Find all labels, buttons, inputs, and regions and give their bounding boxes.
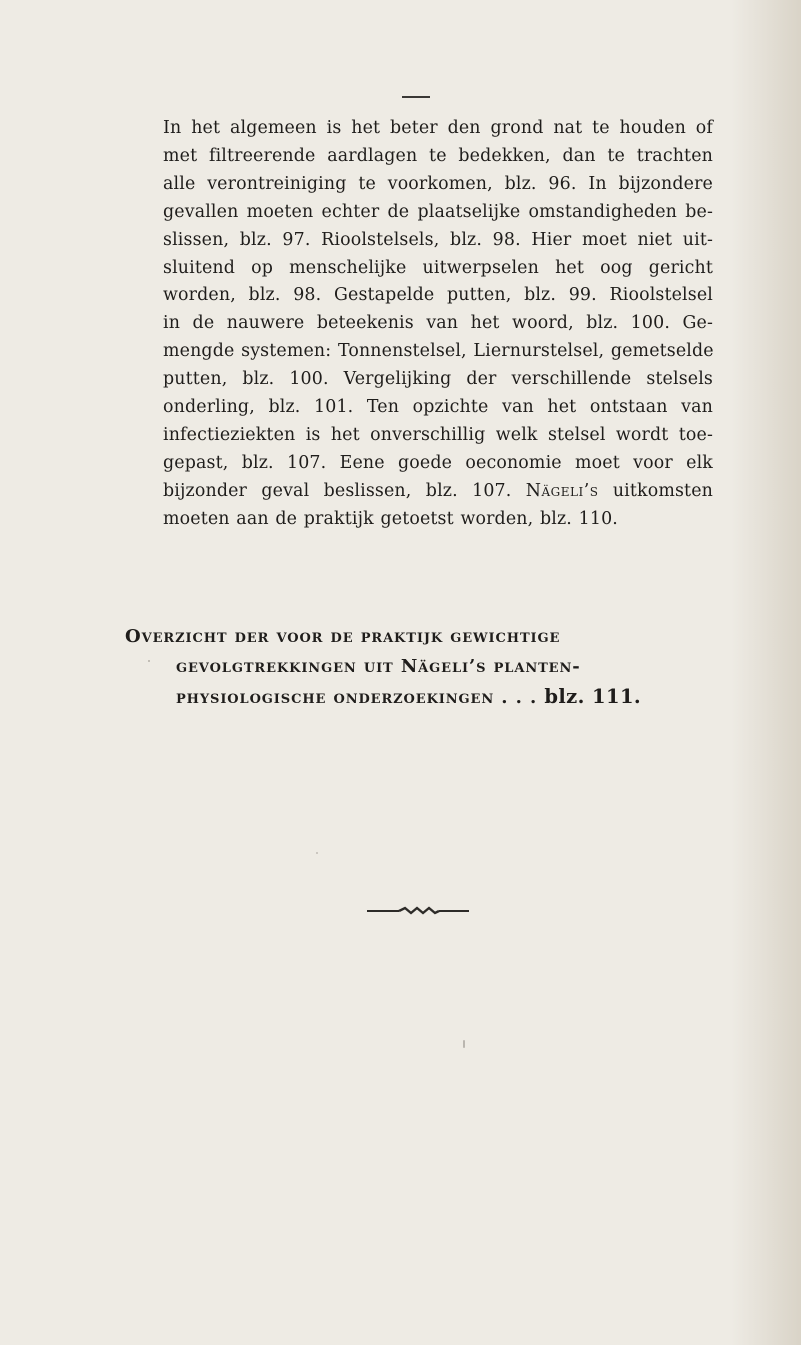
paragraph-line: gepast, blz. 107. Eene goede oeconomie moet voor elk — [163, 452, 713, 473]
paragraph-line: worden, blz. 98. Gestapelde putten, blz. 99. Rioolstelsel — [163, 285, 713, 306]
paragraph-line: slissen, blz. 97. Rioolstelsels, blz. 98. Hier moet niet uit- — [163, 229, 713, 250]
author-name: Nägeli’s — [400, 656, 487, 677]
paragraph-line: infectieziekten is het onverschillig welk stelsel wordt toe- — [163, 424, 713, 445]
paragraph-line: met filtreerende aardlagen te bedekken, dan te trachten — [163, 145, 713, 166]
paragraph-line: onderling, blz. 101. Ten opzichte van het ontstaan van — [163, 397, 713, 418]
heading-text: planten- — [493, 656, 581, 677]
paragraph-line-with-name — [163, 478, 713, 506]
end-ornament — [365, 904, 471, 918]
section-heading — [125, 622, 715, 713]
paragraph-line: In het algemeen is het beter den grond nat te houden of — [163, 118, 713, 138]
heading-line — [125, 652, 715, 682]
line-text: bijzonder geval beslissen, blz. 107. — [163, 480, 512, 501]
paragraph-line: moeten aan de praktijk getoetst worden, blz. 110. — [163, 508, 618, 529]
heading-line: Overzicht der voor de praktijk gewichtige — [125, 626, 561, 647]
heading-text: physiologische onderzoekingen . . . — [176, 687, 538, 708]
paper-speck — [148, 660, 150, 662]
page-reference: blz. 111. — [544, 685, 642, 708]
paragraph-line: gevallen moeten echter de plaatselijke omstandigheden be- — [163, 201, 713, 222]
line-text: uitkomsten — [612, 480, 713, 501]
paragraph-line: sluitend op menschelijke uitwerpselen het oog gericht — [163, 257, 713, 278]
paper-speck — [463, 1040, 465, 1048]
heading-line — [125, 682, 715, 713]
page-edge-shadow — [731, 0, 801, 1345]
paragraph-line: alle verontreiniging te voorkomen, blz. 96. In bijzondere — [163, 173, 713, 194]
author-name: Nägeli’s — [525, 480, 599, 501]
paragraph-line: putten, blz. 100. Vergelijking der verschillende stelsels — [163, 369, 713, 390]
paper-speck — [316, 852, 318, 854]
header-rule — [402, 96, 430, 98]
paragraph-line: in de nauwere beteekenis van het woord, blz. 100. Ge- — [163, 313, 713, 334]
paragraph-line: mengde systemen: Tonnenstelsel, Liernurstelsel, gemetselde — [163, 341, 714, 362]
summary-paragraph — [163, 115, 713, 534]
heading-text: gevolgtrekkingen uit — [176, 656, 394, 677]
